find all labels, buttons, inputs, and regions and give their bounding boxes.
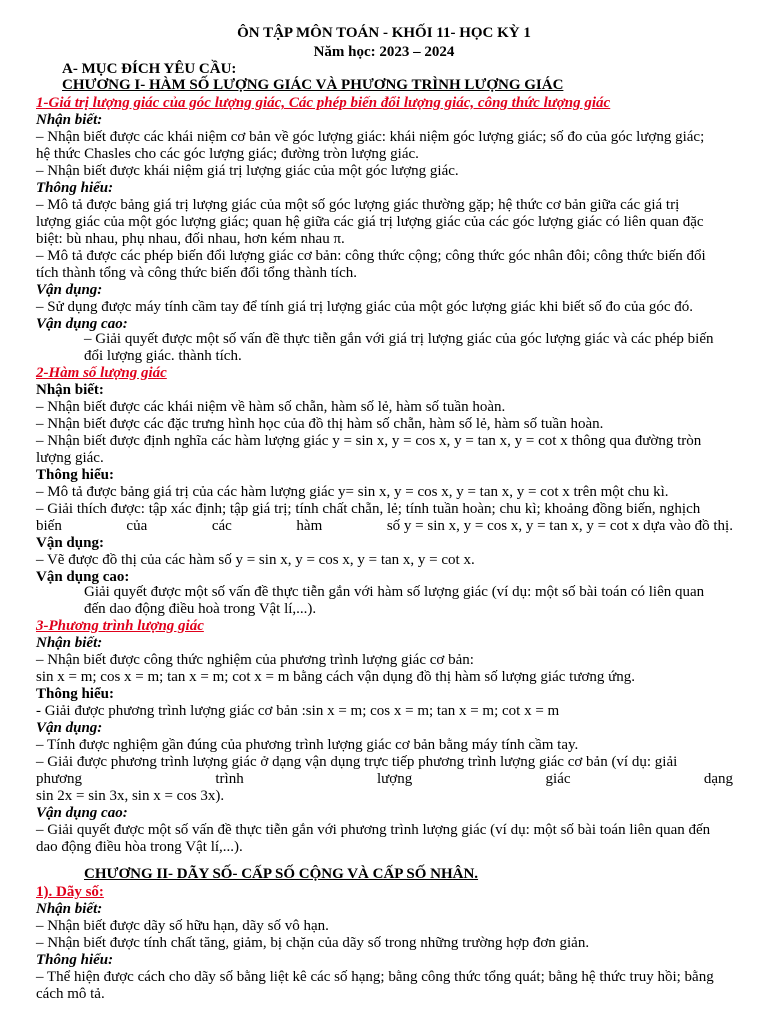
word: phương <box>36 771 83 787</box>
level-understand: Thông hiểu: <box>36 180 114 196</box>
text-line: – Tính được nghiệm gần đúng của phương trình lượng giác cơ bản bằng máy tính cầm tay. <box>36 737 579 753</box>
text-line: – Nhận biết được công thức nghiệm của phương trình lượng giác cơ bản: <box>36 652 474 668</box>
word: trình <box>215 771 244 787</box>
word: giác <box>545 771 571 787</box>
text-line: – Giải quyết được một số vấn đề thực tiễn gắn với giá trị lượng giác của góc lượng giác và các phép biến <box>84 331 714 347</box>
text-line: cách mô tả. <box>36 986 105 1002</box>
level-recognize: Nhận biết: <box>36 382 104 398</box>
text-line: – Nhận biết được các khái niệm về hàm số chẵn, hàm số lẻ, hàm số tuần hoàn. <box>36 399 506 415</box>
text-line: đổi lượng giác. thành tích. <box>84 348 242 364</box>
section-a-heading: A- MỤC ĐÍCH YÊU CẦU: <box>62 61 237 77</box>
word: hàm <box>296 518 323 534</box>
text-line: dao động điều hòa trong Vật lí,...). <box>36 839 243 855</box>
text-line: – Nhận biết được khái niệm giá trị lượng giác của một góc lượng giác. <box>36 163 459 179</box>
level-apply: Vận dụng: <box>36 535 104 551</box>
text-line: tích thành tổng và công thức biến đổi tổng thành tích. <box>36 265 357 281</box>
text-line: – Vẽ được đồ thị của các hàm số y = sin x, y = cos x, y = tan x, y = cot x. <box>36 552 475 568</box>
topic-3-heading: 3-Phương trình lượng giác <box>36 618 204 634</box>
justified-line <box>36 518 733 535</box>
text-line: – Sử dụng được máy tính cầm tay để tính giá trị lượng giác của một góc lượng giác khi biết số đo của góc đó. <box>36 299 694 315</box>
text-line: – Nhận biết được các đặc trưng hình học của đồ thị hàm số chẵn, hàm số lẻ, hàm số tuần hoàn. <box>36 416 604 432</box>
word: lượng <box>377 771 413 787</box>
word: của <box>126 518 148 534</box>
level-advanced-apply: Vận dụng cao: <box>36 316 128 332</box>
text-line: đến dao động điều hoà trong Vật lí,...). <box>84 601 317 617</box>
text-line: – Giải thích được: tập xác định; tập giá trị; tính chất chẵn, lẻ; tính tuần hoàn; chu kì; khoảng đồng biến, nghịch <box>36 501 701 517</box>
level-apply: Vận dụng: <box>36 720 103 736</box>
text-line: – Giải được phương trình lượng giác ở dạng vận dụng trực tiếp phương trình lượng giác cơ bản (ví dụ: giải <box>36 754 678 770</box>
text-line: – Mô tả được các phép biến đổi lượng giác cơ bản: công thức cộng; công thức góc nhân đôi; công thức biến đổi <box>36 248 706 264</box>
justified-line <box>36 771 733 788</box>
word: số y = sin x, y = cos x, y = tan x, y = cot x dựa vào đồ thị. <box>386 518 733 534</box>
text-line: lượng giác. <box>36 450 104 466</box>
text-line: – Nhận biết được định nghĩa các hàm lượng giác y = sin x, y = cos x, y = tan x, y = cot x thông qua đường tròn <box>36 433 702 449</box>
chapter-2-topic-1-heading: 1). Dãy số: <box>36 884 104 900</box>
text-line: sin 2x = sin 3x, sin x = cos 3x). <box>36 788 225 804</box>
text-line: biệt: bù nhau, phụ nhau, đối nhau, hơn kém nhau π. <box>36 231 345 247</box>
level-recognize: Nhận biết: <box>36 635 103 651</box>
text-line: – Mô tả được bảng giá trị lượng giác của một số góc lượng giác thường gặp; hệ thức cơ bản giữa các giá trị <box>36 197 680 213</box>
level-recognize: Nhận biết: <box>36 901 103 917</box>
text-line: lượng giác của một góc lượng giác; quan hệ giữa các giá trị lượng giác của các góc lượng giác có liên quan đặc <box>36 214 704 230</box>
school-year: Năm học: 2023 – 2024 <box>313 44 455 60</box>
chapter-2-heading: CHƯƠNG II- DÃY SỐ- CẤP SỐ CỘNG VÀ CẤP SỐ NHÂN. <box>84 866 479 882</box>
text-line: – Nhận biết được các khái niệm cơ bản về góc lượng giác: khái niệm góc lượng giác; số đo của góc lượng giác; <box>36 129 705 145</box>
level-understand: Thông hiểu: <box>36 686 114 702</box>
text-line: – Giải quyết được một số vấn đề thực tiễn gắn với phương trình lượng giác (ví dụ: một số bài toán liên quan đến <box>36 822 711 838</box>
text-line: hệ thức Chasles cho các góc lượng giác; đường tròn lượng giác. <box>36 146 419 162</box>
text-line: - Giải được phương trình lượng giác cơ bản :sin x = m; cos x = m; tan x = m; cot x = m <box>36 703 560 719</box>
topic-1-heading: 1-Giá trị lượng giác của góc lượng giác, Các phép biến đổi lượng giác, công thức lượng giác <box>36 95 611 111</box>
text-line: – Nhận biết được dãy số hữu hạn, dãy số vô hạn. <box>36 918 329 934</box>
level-advanced-apply: Vận dụng cao: <box>36 805 128 821</box>
topic-2-heading: 2-Hàm số lượng giác <box>36 365 167 381</box>
chapter-1-heading: CHƯƠNG I- HÀM SỐ LƯỢNG GIÁC VÀ PHƯƠNG TRÌNH LƯỢNG GIÁC <box>62 77 564 93</box>
text-line: – Thể hiện được cách cho dãy số bằng liệt kê các số hạng; bằng công thức tổng quát; bằng hệ thức truy hồi; bằng <box>36 969 714 985</box>
text-line: – Mô tả được bảng giá trị của các hàm lượng giác y= sin x, y = cos x, y = tan x, y = cot x trên một chu kì. <box>36 484 669 500</box>
level-apply: Vận dụng: <box>36 282 103 298</box>
text-line: – Nhận biết được tính chất tăng, giảm, bị chặn của dãy số trong những trường hợp đơn giản. <box>36 935 590 951</box>
level-understand: Thông hiểu: <box>36 467 114 483</box>
word: dạng <box>703 771 733 787</box>
level-understand: Thông hiểu: <box>36 952 114 968</box>
text-line: sin x = m; cos x = m; tan x = m; cot x = m bằng cách vận dụng đồ thị hàm số lượng giác tương ứng. <box>36 669 636 685</box>
doc-title: ÔN TẬP MÔN TOÁN - KHỐI 11- HỌC KỲ 1 <box>237 25 531 41</box>
text-line: Giải quyết được một số vấn đề thực tiễn gắn với hàm số lượng giác (ví dụ: một số bài toán có liên quan <box>84 584 705 600</box>
word: các <box>211 518 232 534</box>
level-recognize: Nhận biết: <box>36 112 103 128</box>
level-advanced-apply: Vận dụng cao: <box>36 569 130 585</box>
word: biến <box>36 518 62 534</box>
